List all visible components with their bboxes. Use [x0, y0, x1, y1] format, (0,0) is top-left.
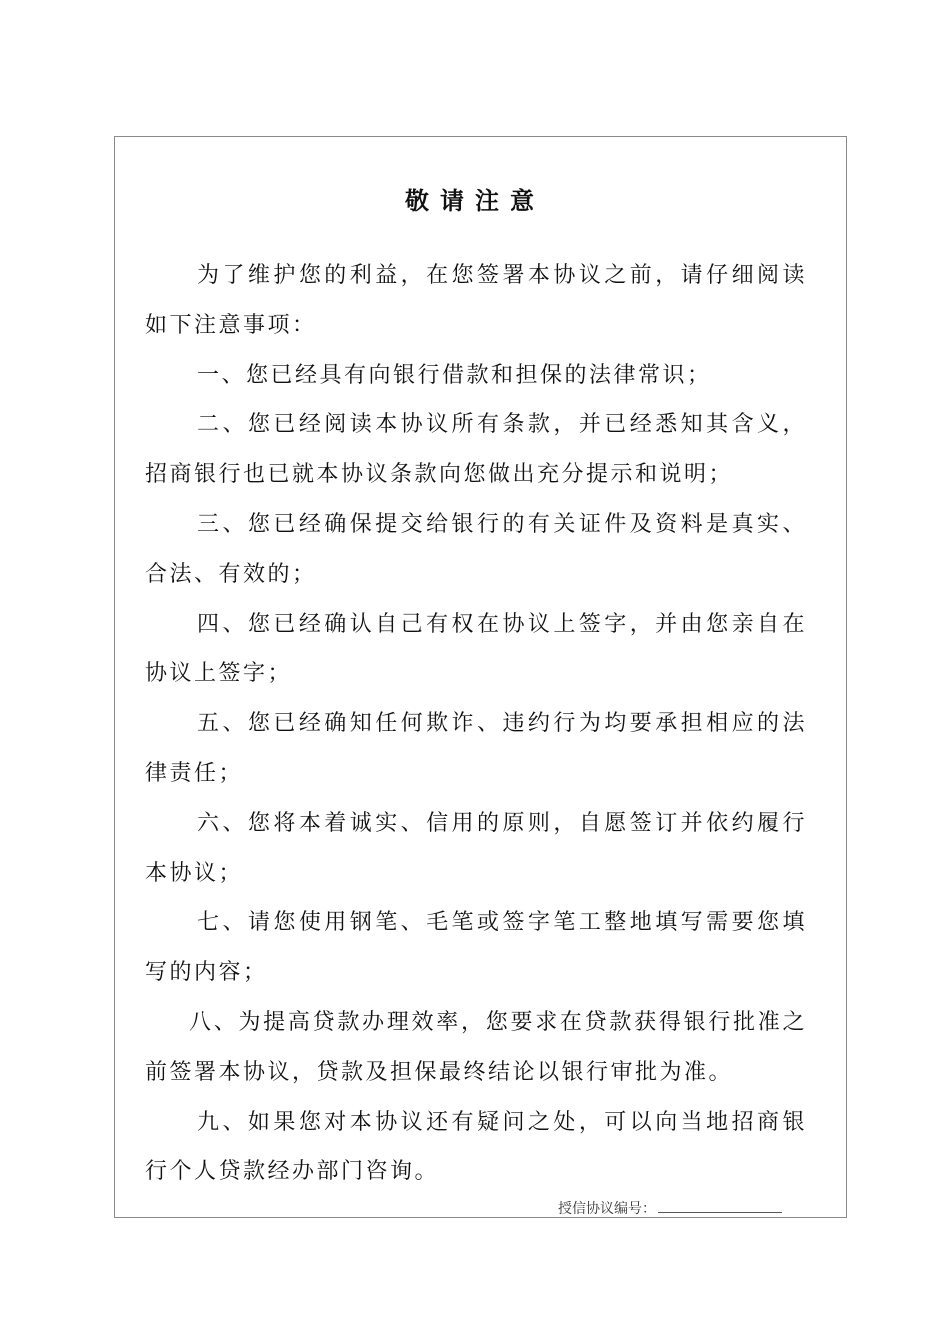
agreement-number-label: 授信协议编号：	[558, 1201, 656, 1217]
notice-item-1: 一、您已经具有向银行借款和担保的法律常识；	[197, 362, 712, 388]
intro-paragraph: 为了维护您的利益，在您签署本协议之前，请仔细阅读如下注意事项：	[145, 263, 807, 338]
agreement-number-row	[558, 1198, 782, 1219]
agreement-number-field[interactable]	[658, 1198, 782, 1213]
notice-item-6: 六、您将本着诚实、信用的原则，自愿签订并依约履行本协议；	[145, 810, 807, 886]
notice-item-3: 三、您已经确保提交给银行的有关证件及资料是真实、合法、有效的；	[145, 511, 807, 587]
notice-item-9: 九、如果您对本协议还有疑问之处，可以向当地招商银行个人贷款经办部门咨询。	[145, 1109, 807, 1185]
notice-title: 敬请注意	[405, 187, 545, 215]
notice-item-5: 五、您已经确知任何欺诈、违约行为均要承担相应的法律责任；	[145, 711, 807, 786]
notice-item-2: 二、您已经阅读本协议所有条款，并已经悉知其含义，招商银行也已就本协议条款向您做出充分提示和说明；	[145, 412, 807, 488]
notice-item-4: 四、您已经确认自己有权在协议上签字，并由您亲自在协议上签字；	[145, 611, 807, 687]
notice-body	[145, 251, 807, 1197]
notice-item-8: 八、为提高贷款办理效率，您要求在贷款获得银行批准之前签署本协议，贷款及担保最终结论以银行审批为准。	[145, 1009, 807, 1085]
notice-item-7: 七、请您使用钢笔、毛笔或签字笔工整地填写需要您填写的内容；	[145, 910, 807, 986]
